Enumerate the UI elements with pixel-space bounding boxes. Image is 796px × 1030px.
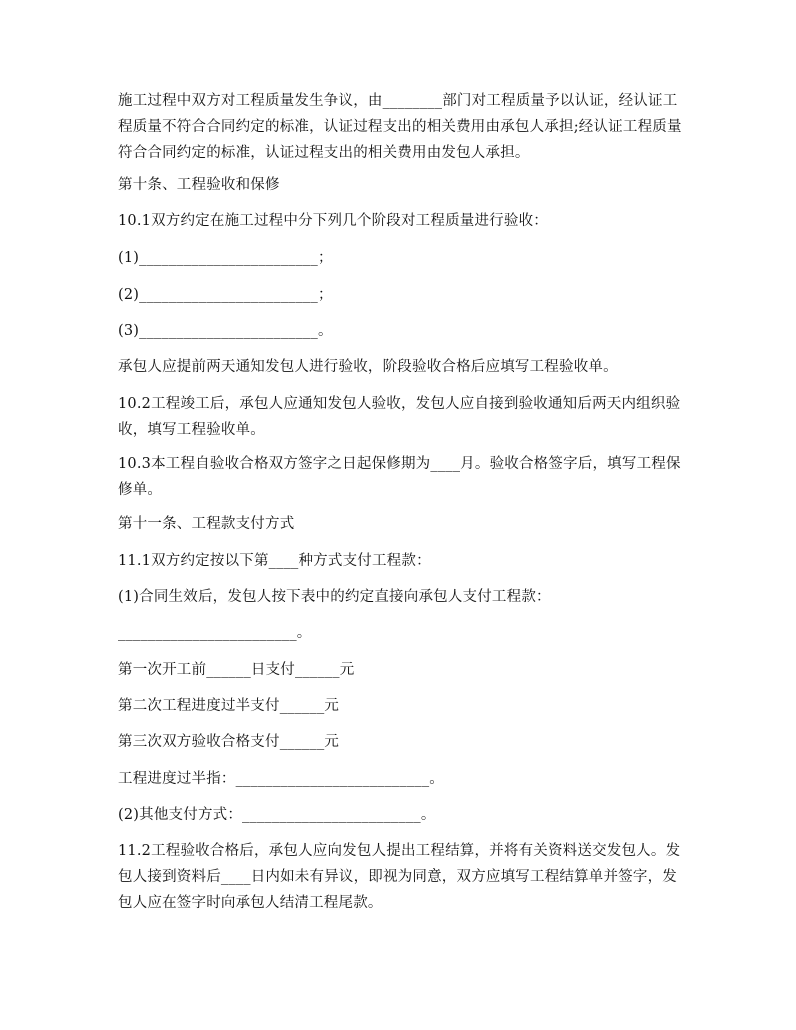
paragraph-11-1: 11.1双方约定按以下第____种方式支付工程款： [118,553,431,569]
payment-row-1: 第一次开工前______日支付______元 [118,662,355,678]
paragraph-payment-option-2: (2)其他支付方式：________________________。 [118,807,436,823]
heading-article-10: 第十条、工程验收和保修 [118,177,280,193]
list-item-stage-1: (1)________________________； [118,250,333,266]
paragraph-10-3: 10.3本工程自验收合格双方签字之日起保修期为____月。验收合格签字后，填写工程保修单。 [118,456,681,498]
heading-article-11: 第十一条、工程款支付方式 [118,516,295,532]
payment-row-2: 第二次工程进度过半支付______元 [118,698,340,714]
list-item-stage-3: (3)________________________。 [118,323,333,339]
list-item-stage-2: (2)________________________； [118,287,333,303]
paragraph-quality-dispute: 施工过程中双方对工程质量发生争议，由________部门对工程质量予以认证，经认证工程质量不符合合同约定的标准，认证过程支出的相关费用由承包人承担;经认证工程质量符合合同约定的标准，认证过程支出的相关费用由发包人承担。 [118,93,682,161]
payment-row-3: 第三次双方验收合格支付______元 [118,734,340,750]
paragraph-11-2: 11.2工程验收合格后，承包人应向发包人提出工程结算，并将有关资料送交发包人。发包人接到资料后____日内如未有异议，即视为同意，双方应填写工程结算单并签字，发包人应在签字时向承包人结清工程尾款。 [118,843,681,911]
paragraph-notice: 承包人应提前两天通知发包人进行验收，阶段验收合格后应填写工程验收单。 [118,359,618,375]
paragraph-payment-option-1: (1)合同生效后，发包人按下表中的约定直接向承包人支付工程款： [118,589,551,605]
paragraph-10-1: 10.1双方约定在施工过程中分下列几个阶段对工程质量进行验收： [118,213,548,229]
paragraph-blank-line: ________________________。 [118,625,312,641]
paragraph-10-2: 10.2工程竣工后，承包人应通知发包人验收，发包人应自接到验收通知后两天内组织验收，填写工程验收单。 [118,396,681,438]
paragraph-progress-definition: 工程进度过半指：__________________________。 [118,771,444,787]
